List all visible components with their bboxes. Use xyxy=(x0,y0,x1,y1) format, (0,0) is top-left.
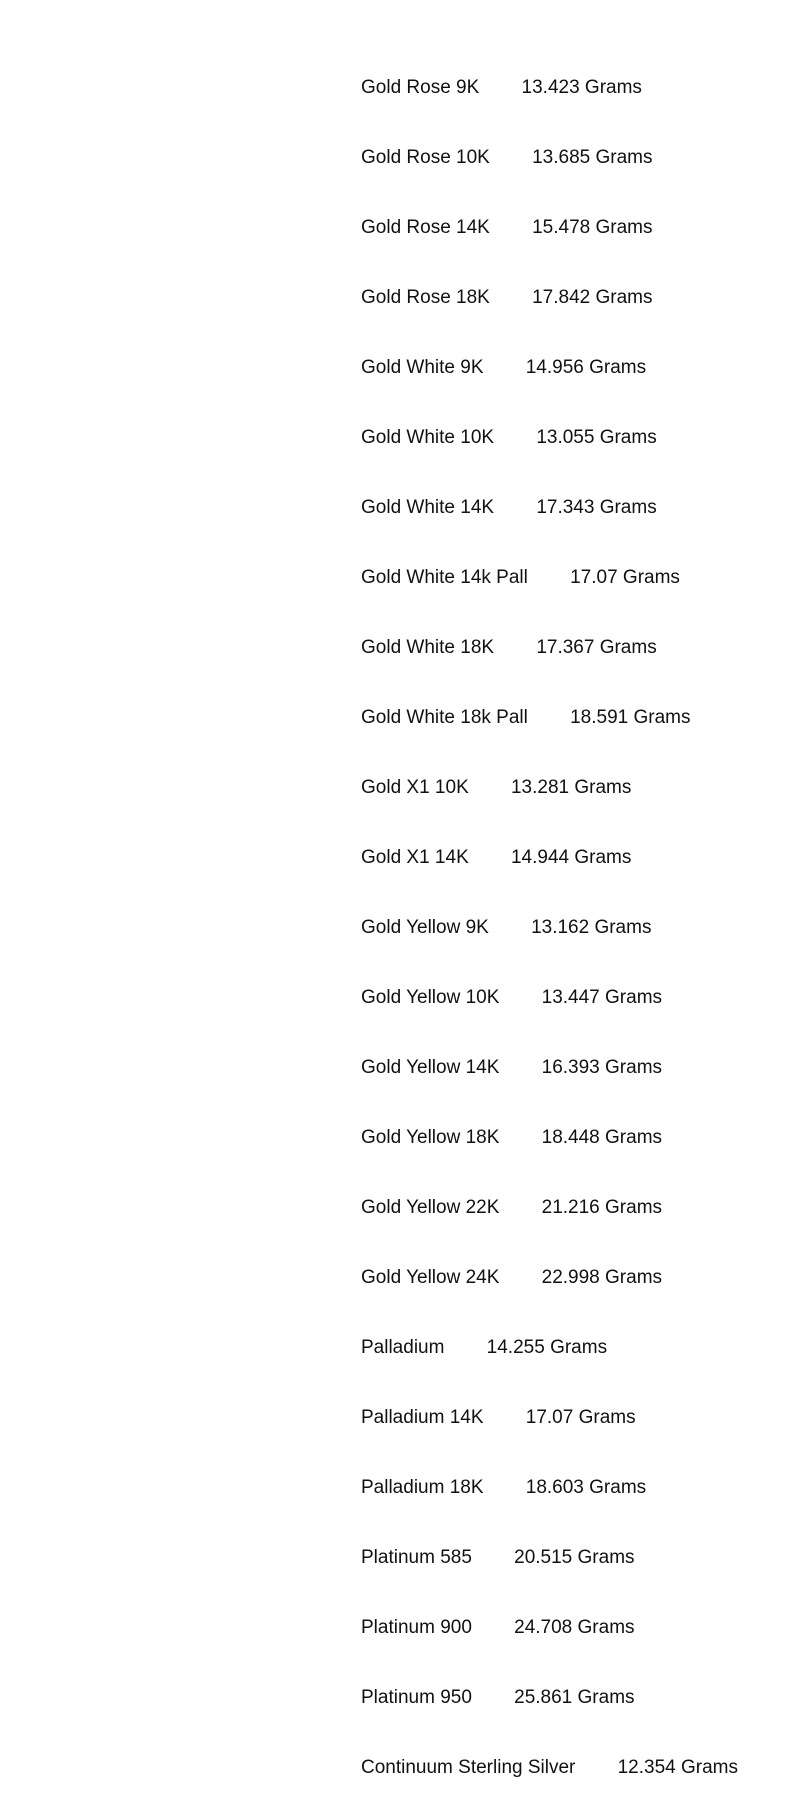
metal-name: Gold X1 14K xyxy=(361,847,469,869)
list-item xyxy=(361,1266,738,1289)
column-gap xyxy=(469,847,511,868)
metal-weight: 15.478 Grams xyxy=(532,216,653,238)
list-item xyxy=(361,986,738,1009)
metal-name: Gold Yellow 14K xyxy=(361,1057,500,1079)
metal-name: Gold Yellow 22K xyxy=(361,1197,500,1219)
column-gap xyxy=(472,1547,514,1568)
column-gap xyxy=(499,1127,541,1148)
list-item xyxy=(361,146,738,169)
metal-weight: 24.708 Grams xyxy=(514,1617,635,1639)
column-gap xyxy=(472,1687,514,1708)
list-item xyxy=(361,286,738,309)
list-item xyxy=(361,1196,738,1219)
column-gap xyxy=(499,1267,541,1288)
column-gap xyxy=(494,497,536,518)
metal-name: Platinum 585 xyxy=(361,1547,472,1569)
metal-name: Gold Yellow 10K xyxy=(361,987,500,1009)
metal-weight: 14.944 Grams xyxy=(510,847,632,869)
list-item xyxy=(361,1756,738,1779)
column-gap xyxy=(575,1757,617,1778)
metal-weight: 25.861 Grams xyxy=(514,1687,635,1709)
metal-weight: 13.423 Grams xyxy=(521,76,642,98)
metal-name: Palladium xyxy=(361,1337,445,1359)
metal-name: Gold White 18K xyxy=(361,636,495,658)
metal-weight: 13.281 Grams xyxy=(510,777,632,798)
metal-weight: 13.162 Grams xyxy=(531,917,652,939)
list-item xyxy=(361,1336,738,1359)
column-gap xyxy=(490,147,532,168)
metal-name: Platinum 950 xyxy=(361,1687,472,1709)
metal-name: Gold Rose 10K xyxy=(361,146,490,168)
metal-name: Palladium 14K xyxy=(361,1407,484,1429)
list-item xyxy=(361,1686,738,1709)
metal-weight: 14.956 Grams xyxy=(525,356,647,378)
column-gap xyxy=(444,1337,486,1358)
metal-weight: 12.354 Grams xyxy=(617,1757,739,1779)
column-gap xyxy=(472,1617,514,1638)
column-gap xyxy=(499,1057,541,1078)
metal-name: Gold Yellow 9K xyxy=(361,917,489,939)
list-item xyxy=(361,706,738,729)
metal-name: Gold White 9K xyxy=(361,356,484,378)
metal-weight: 17.367 Grams xyxy=(536,636,657,658)
metal-weight: 17.343 Grams xyxy=(536,496,657,518)
metal-weight: 13.447 Grams xyxy=(541,987,663,1009)
list-item xyxy=(361,1406,738,1429)
metal-weight-list xyxy=(361,29,738,1803)
list-item xyxy=(361,846,738,869)
list-item xyxy=(361,1476,738,1499)
list-item xyxy=(361,216,738,239)
metal-name: Continuum Sterling Silver xyxy=(361,1757,576,1779)
list-item xyxy=(361,636,738,659)
column-gap xyxy=(484,1407,526,1428)
column-gap xyxy=(528,707,570,728)
column-gap xyxy=(490,287,532,308)
list-item xyxy=(361,916,738,939)
column-gap xyxy=(494,637,536,658)
metal-name: Gold Rose 14K xyxy=(361,216,490,238)
metal-name: Platinum 900 xyxy=(361,1617,472,1639)
column-gap xyxy=(528,567,570,588)
column-gap xyxy=(479,77,521,98)
list-item xyxy=(361,426,738,449)
column-gap xyxy=(494,427,536,448)
list-item xyxy=(361,1616,738,1639)
list-item xyxy=(361,76,738,99)
column-gap xyxy=(490,217,532,238)
metal-name: Gold White 14K xyxy=(361,496,495,518)
column-gap xyxy=(469,777,511,798)
metal-name: Gold Yellow 18K xyxy=(361,1127,500,1149)
column-gap xyxy=(489,917,531,938)
metal-name: Gold White 10K xyxy=(361,426,495,448)
list-item xyxy=(361,496,738,519)
column-gap xyxy=(484,357,526,378)
list-item xyxy=(361,1126,738,1149)
metal-name: Gold White 14k Pall xyxy=(361,566,528,588)
list-item xyxy=(361,776,738,799)
metal-weight: 18.448 Grams xyxy=(541,1127,663,1149)
list-item xyxy=(361,356,738,379)
metal-weight: 16.393 Grams xyxy=(541,1057,663,1079)
list-item xyxy=(361,1546,738,1569)
metal-weight: 13.055 Grams xyxy=(536,426,657,448)
metal-weight: 21.216 Grams xyxy=(541,1197,663,1219)
metal-name: Gold Rose 18K xyxy=(361,286,490,308)
metal-name: Gold White 18k Pall xyxy=(361,706,528,728)
metal-name: Gold Yellow 24K xyxy=(361,1267,500,1289)
list-item xyxy=(361,566,738,589)
metal-weight: 17.842 Grams xyxy=(532,286,653,308)
column-gap xyxy=(484,1477,526,1498)
column-gap xyxy=(499,987,541,1008)
list-item xyxy=(361,1056,738,1079)
metal-name: Gold X1 10K xyxy=(361,777,469,798)
metal-name: Gold Rose 9K xyxy=(361,76,480,98)
metal-weight: 20.515 Grams xyxy=(514,1547,635,1569)
metal-weight: 18.591 Grams xyxy=(570,706,691,728)
metal-weight: 13.685 Grams xyxy=(532,146,653,168)
metal-weight: 17.07 Grams xyxy=(525,1407,636,1429)
metal-weight: 17.07 Grams xyxy=(570,566,680,588)
metal-weight: 18.603 Grams xyxy=(525,1477,647,1499)
metal-weight: 22.998 Grams xyxy=(541,1267,663,1289)
column-gap xyxy=(499,1197,541,1218)
metal-weight: 14.255 Grams xyxy=(486,1337,608,1359)
metal-name: Palladium 18K xyxy=(361,1477,484,1499)
